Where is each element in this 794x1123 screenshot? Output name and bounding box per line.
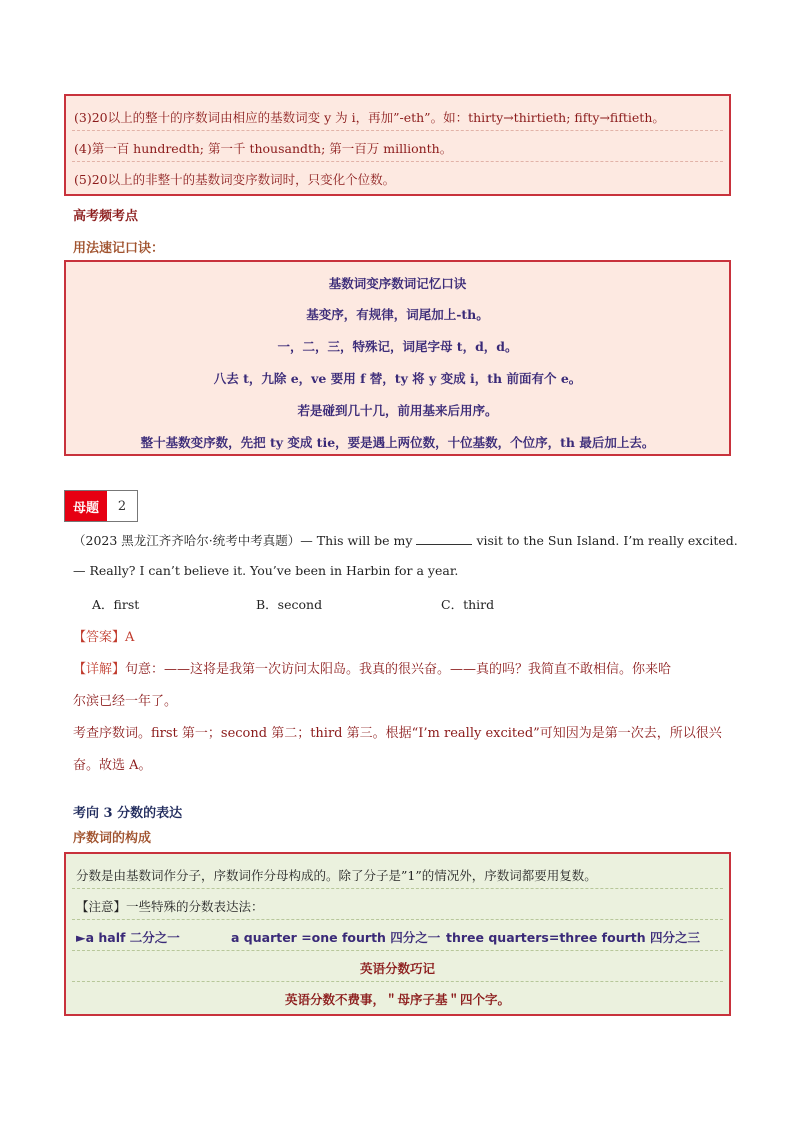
rule-3: (3)20以上的整十的序数词由相应的基数词变 y 为 i，再加”-eth”。如：thirty→thirtieth; fifty→fiftieth。: [74, 110, 665, 125]
option-b: B．second: [256, 597, 323, 612]
question-line-2: — Really? I can’t believe it. You’ve been in Harbin for a year.: [73, 563, 459, 578]
mnemonic-line-2: 一，二，三，特殊记，词尾字母 t，d，d。: [277, 339, 518, 354]
question-badge: [64, 490, 138, 522]
rules-box: [64, 94, 731, 196]
option-c: C．third: [441, 597, 495, 612]
detail-line-1: [73, 658, 671, 677]
answer-label: 【答案】: [73, 630, 126, 645]
detail-line-3: 考查序数词。first 第一；second 第二；third 第三。根据“I’m really excited”可知因为是第一次去，所以很兴: [73, 726, 722, 741]
rule-5: (5)20以上的非整十的基数词变序数词时，只变化个位数。: [74, 172, 396, 187]
detail-line-4: 奋。故选 A。: [73, 758, 152, 773]
mnemonic-title: 基数词变序数词记忆口诀: [328, 276, 467, 291]
divider: [72, 981, 723, 982]
section-subtitle: 序数词的构成: [73, 831, 152, 846]
mnemonic-line-4: 若是碰到几十几，前用基来后用序。: [297, 403, 498, 418]
detail-line-2: 尔滨已经一年了。: [73, 694, 178, 709]
mnemonic-line-1: 基变序，有规律，词尾加上-th。: [306, 307, 489, 322]
mnemonic-line-3: 八去 t，九除 e，ve 要用 f 替，ty 将 y 变成 i，th 前面有个 e。: [213, 371, 582, 386]
badge-label: 母题: [65, 491, 107, 521]
tip-title: 英语分数巧记: [359, 961, 435, 976]
detail-text-1: 句意：——这将是我第一次访问太阳岛。我真的很兴奋。——真的吗？我简直不敢相信。你来哈: [125, 662, 672, 677]
heading-mnemonic: 用法速记口诀：: [73, 241, 165, 256]
example-half: ►a half 二分之一: [76, 930, 180, 945]
tip-line: 英语分数不费事，＂母序子基＂四个字。: [284, 992, 510, 1007]
question-prefix: （2023 黑龙江齐齐哈尔·统考中考真题）— This will be my: [73, 533, 413, 548]
answer-value: A: [125, 630, 135, 645]
question-line-1: [73, 531, 738, 549]
example-quarter: a quarter =one fourth 四分之一: [231, 930, 441, 945]
answer-blank: [416, 543, 472, 545]
divider: [72, 888, 723, 889]
divider: [72, 130, 723, 131]
example-three-quarters: three quarters=three fourth 四分之三: [446, 930, 700, 945]
heading-frequent: 高考频考点: [73, 209, 139, 224]
fraction-note: 【注意】一些特殊的分数表达法：: [76, 899, 264, 914]
section-title: 考向 3 分数的表达: [73, 806, 183, 821]
divider: [72, 919, 723, 920]
mnemonic-line-5: 整十基数变序数，先把 ty 变成 tie，要是遇上两位数，十位基数，个位序，th 最后加上去。: [140, 435, 655, 450]
divider: [72, 161, 723, 162]
fraction-box: [64, 852, 731, 1016]
divider: [72, 950, 723, 951]
option-a: A．first: [92, 597, 140, 612]
fraction-rule: 分数是由基数词作分子，序数词作分母构成的。除了分子是”1”的情况外，序数词都要用复数。: [76, 868, 597, 883]
badge-number: 2: [117, 498, 127, 514]
mnemonic-box: [64, 260, 731, 456]
answer-line: [73, 626, 134, 645]
detail-label: 【详解】: [73, 662, 126, 677]
rule-4: (4)第一百 hundredth; 第一千 thousandth; 第一百万 millionth。: [74, 141, 453, 156]
question-suffix: visit to the Sun Island. I’m really excited.: [476, 533, 738, 548]
